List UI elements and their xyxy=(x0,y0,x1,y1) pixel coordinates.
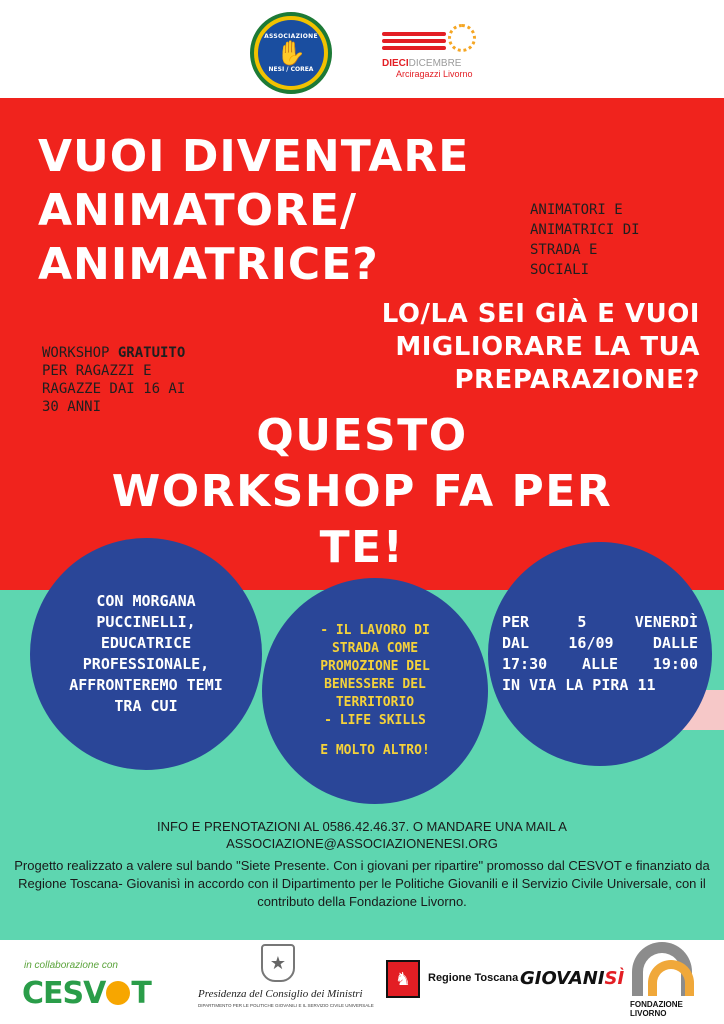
trainer-line: PUCCINELLI, xyxy=(96,613,196,631)
target-note-line: ANIMATRICI DI xyxy=(530,222,640,238)
presidenza-logo xyxy=(198,944,374,1020)
topic-line: BENESSERE DEL xyxy=(324,677,426,692)
dieci-logo-subtitle: Arciragazzi Livorno xyxy=(396,69,473,79)
question-line: LO/LA SEI GIÀ E VUOI xyxy=(381,299,700,329)
schedule-row: IN VIA LA PIRA 11 xyxy=(502,676,656,694)
topic-line: TERRITORIO xyxy=(335,695,415,710)
nesi-logo-bottom-text: NESI / COREA xyxy=(268,66,314,73)
target-note-line: STRADA E xyxy=(530,242,598,258)
topic-line: STRADA COME xyxy=(331,641,419,656)
red-stripes-icon xyxy=(382,32,446,52)
callout-line: WORKSHOP FA PER xyxy=(111,466,613,517)
headline-line: ANIMATORE/ xyxy=(38,185,358,236)
fondazione-livorno-logo xyxy=(630,942,700,1020)
topic-line: - LIFE SKILLS xyxy=(324,713,426,728)
target-note-line: ANIMATORI E xyxy=(530,202,623,218)
trainer-line: CON MORGANA xyxy=(96,592,196,610)
fondazione-label: FONDAZIONE LIVORNO xyxy=(630,1000,683,1018)
dieci-dicembre-logo xyxy=(382,24,486,84)
dieci-logo-title: DIECIDICEMBRE xyxy=(382,58,462,69)
topic-line: PROMOZIONE DEL xyxy=(320,659,430,674)
workshop-info-title: WORKSHOP GRATUITO xyxy=(42,345,186,361)
sun-icon xyxy=(448,24,476,52)
presidenza-title: Presidenza del Consiglio dei Ministri xyxy=(198,988,363,1000)
sponsor-footer xyxy=(0,940,724,1024)
contact-email: ASSOCIAZIONE@ASSOCIAZIONENESI.ORG xyxy=(226,836,498,851)
workshop-info-line: 30 ANNI xyxy=(42,399,102,415)
trainer-line: AFFRONTEREMO TEMI xyxy=(69,676,223,694)
callout-line: QUESTO xyxy=(256,410,468,461)
regione-toscana-label: Regione Toscana xyxy=(428,972,519,984)
trainer-line: EDUCATRICE xyxy=(100,634,192,652)
target-note-line: SOCIALI xyxy=(530,262,590,278)
presidenza-subtitle: DIPARTIMENTO PER LE POLITICHE GIOVANILI E IL SERVIZIO CIVILE UNIVERSALE xyxy=(198,1003,374,1008)
headline-line: VUOI DIVENTARE xyxy=(38,131,470,182)
schedule-circle xyxy=(488,542,712,766)
workshop-info xyxy=(42,344,185,416)
collaboration-label: in collaborazione con xyxy=(24,960,118,971)
workshop-info-line: PER RAGAZZI E xyxy=(42,363,152,379)
question-line: MIGLIORARE LA TUA xyxy=(395,332,700,362)
contact-line: INFO E PRENOTAZIONI AL 0586.42.46.37. O MANDARE UNA MAIL A xyxy=(157,819,567,834)
trainer-circle xyxy=(30,538,262,770)
project-description: Progetto realizzato a valere sul bando "Siete Presente. Con i giovani per ripartire" promosso dal CESVOT e finanziato da Regione Toscana- Giovanisì in accordo con il Dipartimento per le Politiche Giovanili e il Servizio Civile Universale, con il contributo della Fondazione Livorno. xyxy=(14,858,710,909)
workshop-info-line: RAGAZZE DAI 16 AI xyxy=(42,381,186,397)
secondary-question xyxy=(382,298,700,397)
schedule-row: 17:30 ALLE 19:00 xyxy=(502,655,698,673)
nesi-logo-top-text: ASSOCIAZIONE xyxy=(264,33,318,40)
callout-line: TE! xyxy=(319,522,405,573)
contact-info xyxy=(0,818,724,852)
trainer-line: PROFESSIONALE, xyxy=(82,655,210,673)
topics-circle xyxy=(262,578,488,804)
topic-line: - IL LAVORO DI xyxy=(320,623,430,638)
target-note xyxy=(530,200,700,280)
italian-emblem-icon: ★ xyxy=(261,944,295,982)
giovanisi-logo: GIOVANISÌ xyxy=(520,968,625,989)
pegasus-flag-icon: ♞ xyxy=(386,960,420,998)
question-line: PREPARAZIONE? xyxy=(454,365,700,395)
topic-extra: E MOLTO ALTRO! xyxy=(320,743,430,758)
sun-icon xyxy=(106,981,130,1005)
nesi-logo-inner xyxy=(258,20,324,86)
hand-icon: ✋ xyxy=(276,39,306,67)
cesvot-logo: CESV T xyxy=(22,976,151,1011)
main-headline xyxy=(38,130,469,292)
headline-line: ANIMATRICE? xyxy=(38,239,379,290)
schedule-row: DAL 16/09 DALLE xyxy=(502,634,698,652)
nesi-corea-logo xyxy=(250,12,332,94)
trainer-line: TRA CUI xyxy=(114,697,178,715)
schedule-row: PER 5 VENERDÌ xyxy=(502,613,698,631)
